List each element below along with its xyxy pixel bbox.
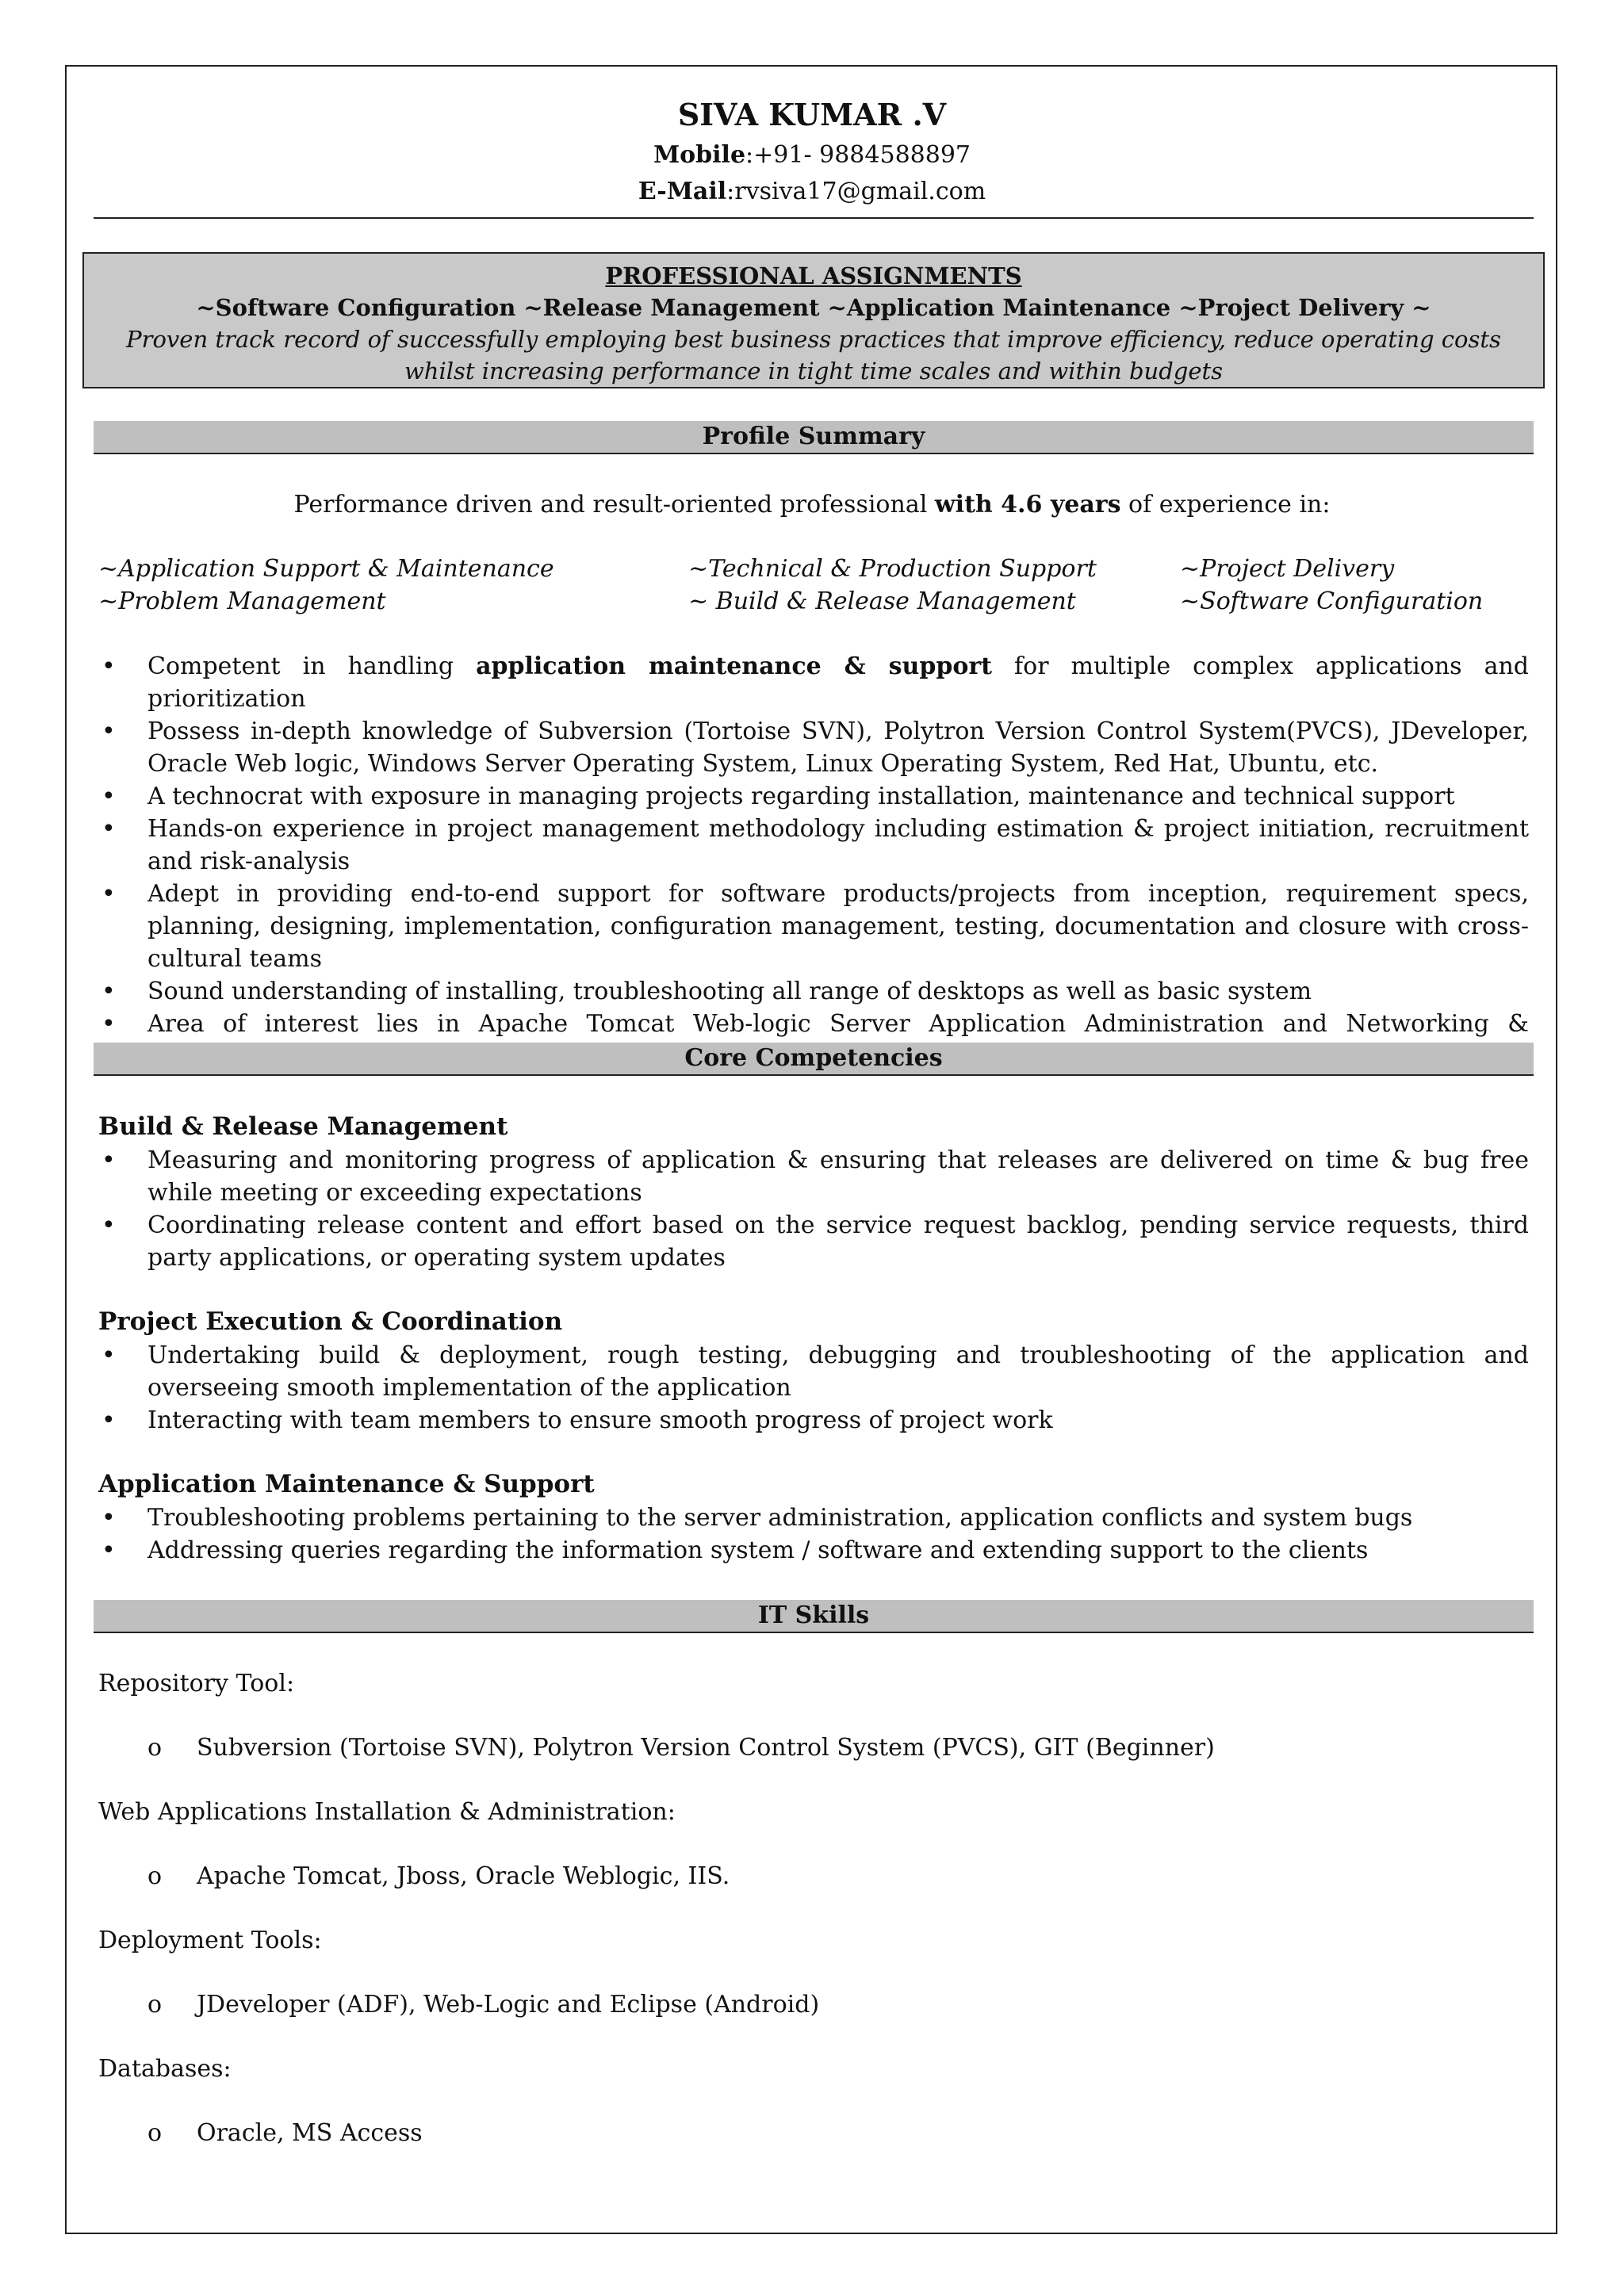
core-competencies-heading: Core Competencies (94, 1043, 1534, 1076)
profile-intro-post: of experience in: (1120, 491, 1331, 519)
list-item: • Measuring and monitoring progress of application & ensuring that releases are delivered on time & bug free while meeting or exceeding expectations (94, 1144, 1529, 1209)
bullet-icon: • (102, 1211, 116, 1239)
skill-value-row (147, 1732, 1215, 1764)
skill-value-row (147, 1860, 730, 1892)
profile-intro-bold: with 4.6 years (934, 491, 1121, 519)
skill-value: Apache Tomcat, Jboss, Oracle Weblogic, IIS. (197, 1862, 730, 1890)
skill-value-row (147, 1988, 819, 2021)
list-item: • Sound understanding of installing, troubleshooting all range of desktops as well as basic system (94, 975, 1529, 1008)
list-item: • Adept in providing end-to-end support for software products/projects from inception, requirement specs, planning, designing, implementation, configuration management, testing, documentation and closure with cross-cultural teams (94, 878, 1529, 975)
it-skills-heading: IT Skills (94, 1600, 1534, 1633)
bullet-icon: • (102, 1146, 116, 1174)
bullet-icon: • (102, 978, 116, 1005)
bullet-icon: • (102, 880, 116, 908)
assignments-subtitle: ~Software Configuration ~Release Management ~Application Maintenance ~Project Delivery ~ (196, 294, 1431, 321)
bullet-icon: • (102, 783, 116, 810)
area-item: ~Application Support & Maintenance (98, 555, 554, 583)
list-item: • Interacting with team members to ensure smooth progress of project work (94, 1404, 1529, 1437)
mobile-line (0, 141, 1624, 169)
bullet-icon: • (102, 718, 116, 745)
assignments-title: PROFESSIONAL ASSIGNMENTS (605, 262, 1022, 289)
circle-bullet-icon: o (147, 1862, 163, 1890)
list-item: • Possess in-depth knowledge of Subversion (Tortoise SVN), Polytron Version Control System(PVCS), JDeveloper, Oracle Web logic, Windows Server Operating System, Linux Operating System, Red Hat, Ubuntu, etc. (94, 715, 1529, 780)
competency-bullet-list (94, 1339, 1529, 1437)
circle-bullet-icon: o (147, 1991, 163, 2019)
skill-label: Deployment Tools: (98, 1927, 322, 1954)
skill-value: JDeveloper (ADF), Web-Logic and Eclipse (Android) (197, 1991, 820, 2019)
skill-value: Oracle, MS Access (197, 2119, 423, 2147)
area-item: ~Problem Management (98, 587, 386, 615)
header-divider (94, 217, 1534, 219)
list-item: • Hands-on experience in project management methodology including estimation & project initiation, recruitment and risk-analysis (94, 813, 1529, 878)
bullet-icon: • (102, 815, 116, 843)
area-item: ~Software Configuration (1180, 587, 1484, 615)
bullet-icon: • (102, 1406, 116, 1434)
bullet-icon: • (102, 1341, 116, 1369)
list-item: • Addressing queries regarding the information system / software and extending support to the clients (94, 1534, 1529, 1567)
competency-bullet-list (94, 1144, 1529, 1274)
list-item: • Area of interest lies in Apache Tomcat Web-logic Server Application Administration and Networking & (94, 1008, 1529, 1073)
mobile-label: Mobile (653, 141, 746, 169)
bullet-icon: • (102, 1010, 116, 1038)
profile-intro-pre: Performance driven and result-oriented professional (293, 491, 935, 519)
list-item: • Undertaking build & deployment, rough testing, debugging and troubleshooting of the application and overseeing smooth implementation of the application (94, 1339, 1529, 1404)
bullet-icon: • (102, 1536, 116, 1564)
competency-group-title: Build & Release Management (98, 1112, 508, 1141)
competency-group-title: Project Execution & Coordination (98, 1307, 563, 1336)
profile-bullet-list (94, 650, 1529, 1073)
skill-value: Subversion (Tortoise SVN), Polytron Version Control System (PVCS), GIT (Beginner) (197, 1734, 1215, 1762)
list-item: • A technocrat with exposure in managing projects regarding installation, maintenance and technical support (94, 780, 1529, 813)
email-label: E-Mail (638, 178, 727, 205)
competency-group-title: Application Maintenance & Support (98, 1470, 595, 1498)
area-item: ~ Build & Release Management (688, 587, 1076, 615)
email-value: :rvsiva17@gmail.com (726, 178, 986, 205)
list-item: • Coordinating release content and effort based on the service request backlog, pending service requests, third party applications, or operating system updates (94, 1209, 1529, 1274)
assignments-tagline: Proven track record of successfully employing best business practices that improve efficiency, reduce operating costs whilst increasing performance in tight time scales and within budgets (126, 326, 1501, 385)
candidate-name: SIVA KUMAR .V (677, 97, 947, 132)
skill-label: Repository Tool: (98, 1670, 295, 1697)
skill-label: Web Applications Installation & Administration: (98, 1798, 676, 1826)
list-item: • Troubleshooting problems pertaining to the server administration, application conflicts and system bugs (94, 1502, 1529, 1534)
email-line (0, 178, 1624, 205)
competency-bullet-list (94, 1502, 1529, 1567)
profile-intro (0, 488, 1624, 521)
profile-summary-heading: Profile Summary (94, 421, 1534, 454)
circle-bullet-icon: o (147, 1734, 163, 1762)
circle-bullet-icon: o (147, 2119, 163, 2147)
skill-value-row (147, 2117, 423, 2149)
mobile-value: :+91- 9884588897 (745, 141, 971, 169)
assignments-box (82, 252, 1545, 388)
bullet-icon: • (102, 1504, 116, 1532)
skill-label: Databases: (98, 2055, 232, 2083)
area-item: ~Technical & Production Support (688, 555, 1097, 583)
list-item: • Competent in handling application maintenance & support for multiple complex applications and prioritization (94, 650, 1529, 715)
area-item: ~Project Delivery (1180, 555, 1395, 583)
bullet-icon: • (102, 652, 116, 680)
